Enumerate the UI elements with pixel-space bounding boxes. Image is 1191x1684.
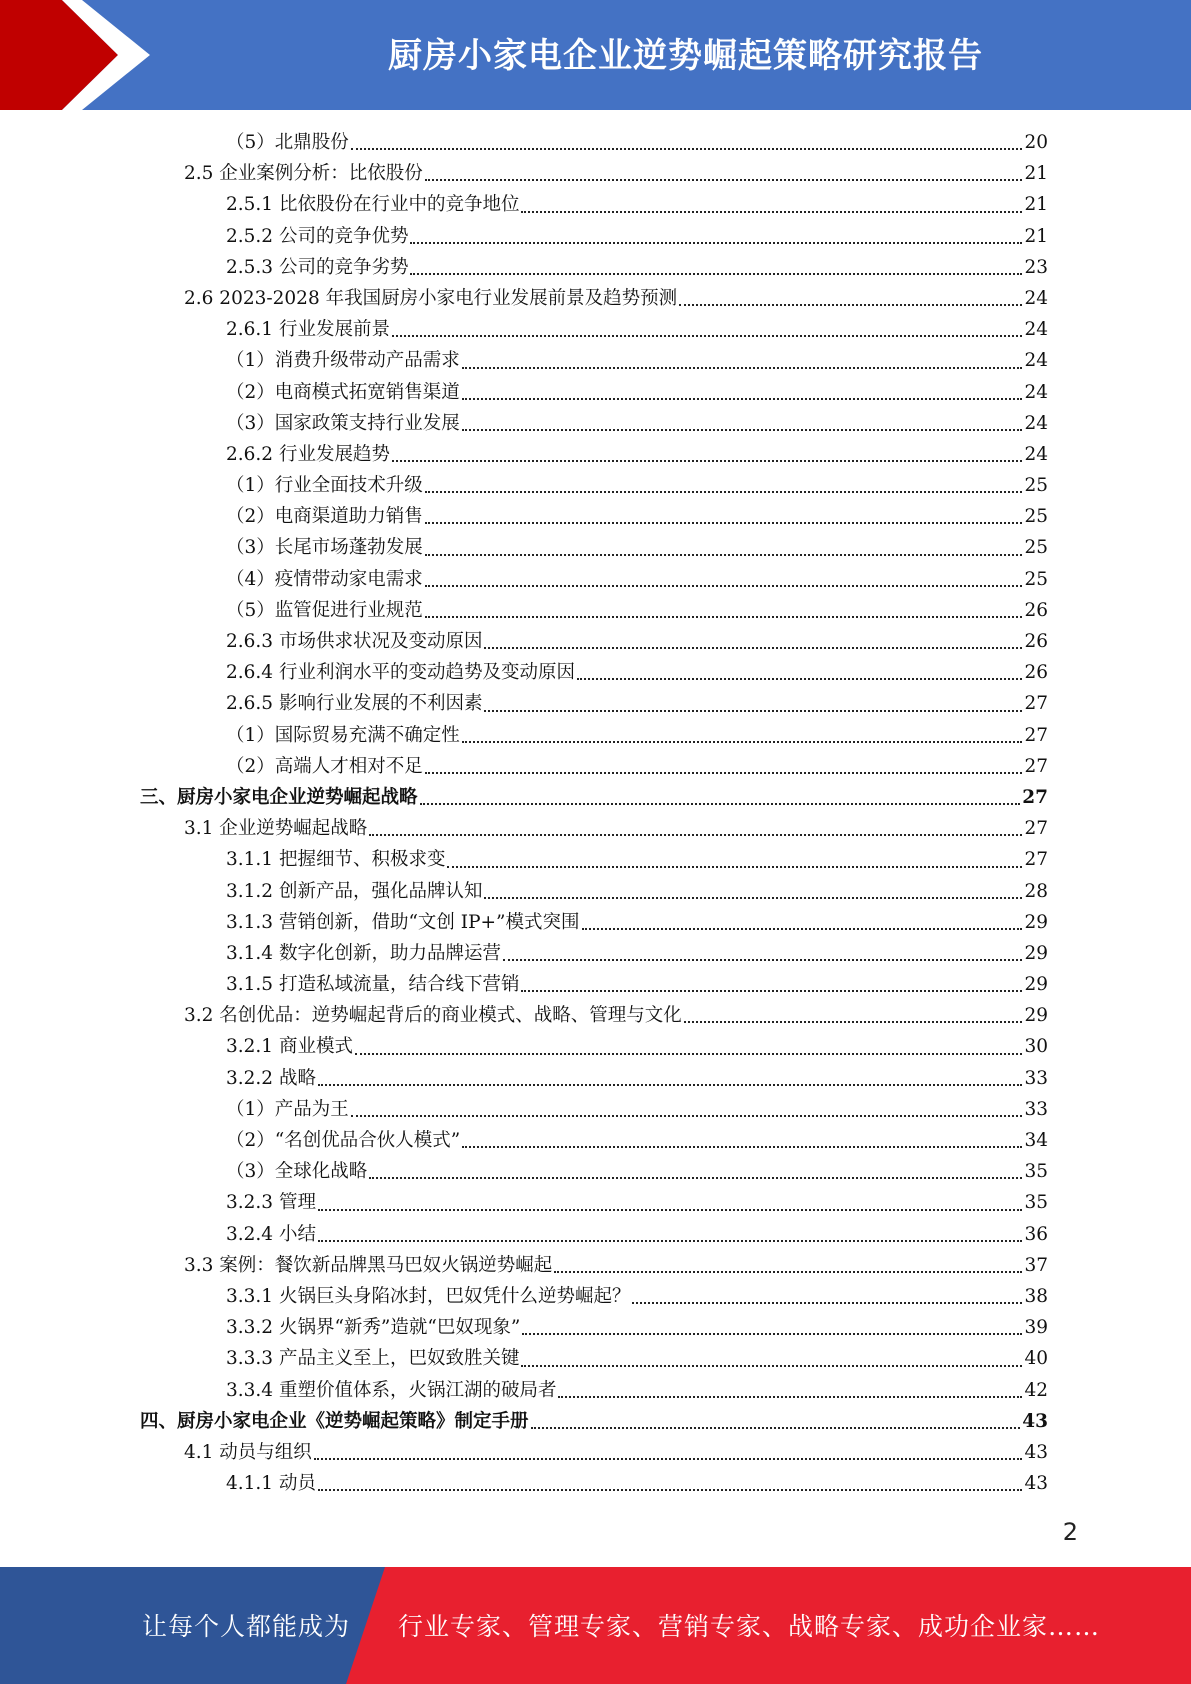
toc-entry-label: 2.5.1 比依股份在行业中的竞争地位 (226, 194, 520, 216)
toc-dot-leader (684, 1021, 1023, 1023)
toc-entry-page: 24 (1024, 412, 1048, 434)
toc-entry-label: 3.3.2 火锅界“新秀”造就“巴奴现象” (226, 1317, 521, 1339)
toc-entry-page: 26 (1024, 662, 1048, 684)
toc-dot-leader (462, 367, 1023, 369)
toc-entry[interactable] (140, 127, 1048, 158)
toc-entry-label: （5）监管促进行业规范 (226, 599, 423, 621)
report-title: 厨房小家电企业逆势崛起策略研究报告 (388, 36, 983, 76)
toc-entry-page: 33 (1024, 1067, 1048, 1089)
toc-entry-label: 3.1.4 数字化创新，助力品牌运营 (226, 942, 501, 964)
toc-entry-label: （2）电商渠道助力销售 (226, 506, 423, 528)
toc-entry-page: 20 (1024, 132, 1048, 153)
toc-dot-leader (503, 959, 1022, 961)
toc-dot-leader (484, 647, 1022, 649)
toc-entry[interactable] (140, 408, 1048, 439)
toc-dot-leader (679, 304, 1022, 306)
toc-entry-page: 37 (1024, 1254, 1048, 1276)
toc-entry[interactable] (140, 158, 1048, 189)
toc-entry[interactable] (140, 1094, 1048, 1125)
toc-entry-page: 25 (1024, 537, 1048, 559)
toc-entry-label: （3）全球化战略 (226, 1161, 368, 1183)
toc-dot-leader (558, 1396, 1022, 1398)
toc-entry[interactable] (140, 377, 1048, 408)
toc-entry-page: 35 (1024, 1192, 1048, 1214)
toc-dot-leader (318, 1084, 1023, 1086)
toc-entry-page: 29 (1024, 911, 1048, 933)
toc-dot-leader (369, 1177, 1022, 1179)
toc-entry-page: 27 (1024, 849, 1048, 871)
toc-entry-page: 21 (1024, 225, 1048, 247)
toc-entry-label: 2.5.3 公司的竞争劣势 (226, 256, 409, 278)
toc-entry-page: 25 (1024, 475, 1048, 497)
toc-entry[interactable] (140, 1375, 1048, 1406)
toc-entry-label: 3.3.1 火锅巨头身陷冰封，巴奴凭什么逆势崛起？ (226, 1285, 631, 1307)
toc-entry-page: 21 (1024, 194, 1048, 216)
toc-entry-page: 24 (1024, 350, 1048, 372)
toc-dot-leader (531, 1427, 1021, 1429)
toc-entry[interactable] (140, 470, 1048, 501)
toc-entry[interactable] (140, 969, 1048, 1000)
page-number: 2 (1062, 1518, 1078, 1546)
toc-entry-page: 30 (1024, 1036, 1048, 1058)
toc-dot-leader (484, 710, 1022, 712)
toc-entry-label: 3.1.2 创新产品，强化品牌认知 (226, 880, 483, 902)
toc-dot-leader (522, 1333, 1022, 1335)
toc-entry[interactable] (140, 1031, 1048, 1062)
toc-entry-label: 3.2 名创优品：逆势崛起背后的商业模式、战略、管理与文化 (184, 1005, 682, 1027)
toc-entry-label: 3.2.1 商业模式 (226, 1036, 353, 1058)
toc-entry-label: 3.1.5 打造私域流量，结合线下营销 (226, 974, 520, 996)
toc-entry-label: 2.5.2 公司的竞争优势 (226, 225, 409, 247)
toc-entry[interactable] (140, 1125, 1048, 1156)
toc-dot-leader (425, 772, 1023, 774)
toc-entry-page: 23 (1024, 256, 1048, 278)
toc-entry[interactable] (140, 720, 1048, 751)
toc-dot-leader (351, 1115, 1023, 1117)
toc-entry-label: （1）消费升级带动产品需求 (226, 350, 460, 372)
toc-entry-page: 24 (1024, 381, 1048, 403)
toc-entry[interactable] (140, 1000, 1048, 1031)
toc-entry-label: （4）疫情带动家电需求 (226, 568, 423, 590)
toc-entry[interactable] (140, 283, 1048, 314)
toc-entry-label: 3.2.2 战略 (226, 1067, 316, 1089)
toc-dot-leader (462, 1146, 1022, 1148)
toc-entry-page: 43 (1024, 1473, 1048, 1495)
toc-dot-leader (425, 179, 1023, 181)
toc-entry[interactable] (140, 688, 1048, 719)
toc-dot-leader (425, 585, 1023, 587)
toc-entry-label: 2.6.2 行业发展趋势 (226, 443, 390, 465)
toc-entry[interactable] (140, 1281, 1048, 1312)
toc-entry-page: 40 (1024, 1348, 1048, 1370)
toc-entry[interactable] (140, 345, 1048, 376)
toc-entry-label: 2.6.5 影响行业发展的不利因素 (226, 693, 483, 715)
toc-dot-leader (351, 148, 1023, 150)
toc-entry[interactable] (140, 938, 1048, 969)
toc-entry-page: 43 (1024, 1441, 1048, 1463)
toc-entry[interactable] (140, 532, 1048, 563)
toc-entry[interactable] (140, 1437, 1048, 1468)
toc-entry-label: 4.1.1 动员 (226, 1473, 316, 1495)
toc-entry[interactable] (140, 1406, 1048, 1437)
toc-entry[interactable] (140, 501, 1048, 532)
toc-entry-label: （5）北鼎股份 (226, 132, 349, 153)
toc-entry-label: （2）高端人才相对不足 (226, 755, 423, 777)
toc-entry-page: 36 (1024, 1223, 1048, 1245)
toc-entry[interactable] (140, 782, 1048, 813)
toc-entry[interactable] (140, 314, 1048, 345)
toc-entry-label: （1）行业全面技术升级 (226, 475, 423, 497)
toc-dot-leader (318, 1240, 1023, 1242)
toc-entry[interactable] (140, 595, 1048, 626)
toc-entry-page: 27 (1024, 693, 1048, 715)
toc-entry-page: 38 (1024, 1285, 1048, 1307)
toc-dot-leader (484, 897, 1022, 899)
toc-entry-label: （1）产品为王 (226, 1098, 349, 1120)
toc-entry-page: 27 (1024, 755, 1048, 777)
toc-entry-label: （3）国家政策支持行业发展 (226, 412, 460, 434)
toc-entry-page: 27 (1024, 724, 1048, 746)
toc-entry-label: 2.6.1 行业发展前景 (226, 319, 390, 341)
toc-entry-label: （3）长尾市场蓬勃发展 (226, 537, 423, 559)
toc-entry[interactable] (140, 626, 1048, 657)
toc-entry-label: 3.3.3 产品主义至上，巴奴致胜关键 (226, 1348, 520, 1370)
toc-entry-page: 28 (1024, 880, 1048, 902)
toc-dot-leader (425, 522, 1023, 524)
table-of-contents (140, 127, 1048, 1499)
toc-entry[interactable] (140, 1187, 1048, 1218)
toc-dot-leader (392, 460, 1022, 462)
toc-dot-leader (314, 1458, 1023, 1460)
toc-entry-page: 26 (1024, 599, 1048, 621)
footer-slogan-left: 让每个人都能成为 (142, 1612, 351, 1641)
toc-dot-leader (425, 554, 1023, 556)
toc-entry-label: 3.2.4 小结 (226, 1223, 316, 1245)
toc-dot-leader (410, 273, 1022, 275)
toc-entry[interactable] (140, 657, 1048, 688)
toc-entry-label: 2.6.4 行业利润水平的变动趋势及变动原因 (226, 662, 575, 684)
toc-dot-leader (582, 928, 1023, 930)
toc-entry[interactable] (140, 844, 1048, 875)
toc-dot-leader (425, 616, 1023, 618)
toc-entry[interactable] (140, 1250, 1048, 1281)
toc-dot-leader (462, 429, 1023, 431)
toc-dot-leader (355, 1053, 1023, 1055)
toc-dot-leader (521, 211, 1022, 213)
toc-dot-leader (577, 678, 1022, 680)
toc-dot-leader (521, 1365, 1022, 1367)
toc-entry-page: 29 (1024, 942, 1048, 964)
toc-entry-label: （2）“名创优品合伙人模式” (226, 1130, 461, 1151)
toc-entry-page: 27 (1022, 786, 1048, 808)
toc-entry-label: 3.1.1 把握细节、积极求变 (226, 849, 446, 871)
toc-entry-page: 24 (1024, 443, 1048, 465)
toc-entry-page: 42 (1024, 1379, 1048, 1401)
toc-entry[interactable] (140, 1063, 1048, 1094)
toc-entry-label: （1）国际贸易充满不确定性 (226, 724, 460, 746)
toc-entry-label: 2.6 2023-2028 年我国厨房小家电行业发展前景及趋势预测 (184, 287, 678, 309)
toc-dot-leader (521, 990, 1022, 992)
toc-entry[interactable] (140, 189, 1048, 220)
toc-dot-leader (447, 866, 1022, 868)
toc-entry[interactable] (140, 876, 1048, 907)
toc-entry[interactable] (140, 1312, 1048, 1343)
toc-entry[interactable] (140, 1343, 1048, 1374)
toc-entry[interactable] (140, 564, 1048, 595)
toc-entry[interactable] (140, 1468, 1048, 1499)
toc-entry-page: 25 (1024, 568, 1048, 590)
toc-entry-page: 29 (1024, 974, 1048, 996)
page-footer (0, 1567, 1191, 1684)
toc-entry[interactable] (140, 1156, 1048, 1187)
toc-entry-label: 四、厨房小家电企业《逆势崛起策略》制定手册 (140, 1410, 529, 1432)
toc-entry[interactable] (140, 907, 1048, 938)
toc-dot-leader (632, 1302, 1022, 1304)
toc-entry[interactable] (140, 221, 1048, 252)
toc-entry[interactable] (140, 1219, 1048, 1250)
toc-entry-page: 24 (1024, 319, 1048, 341)
toc-entry-page: 26 (1024, 631, 1048, 652)
toc-dot-leader (410, 242, 1022, 244)
toc-entry-page: 39 (1024, 1317, 1048, 1339)
footer-slogan-right: 行业专家、管理专家、营销专家、战略专家、成功企业家…… (398, 1612, 1101, 1641)
toc-entry-label: 3.1 企业逆势崛起战略 (184, 818, 368, 840)
toc-entry[interactable] (140, 813, 1048, 844)
toc-dot-leader (425, 491, 1023, 493)
toc-entry-page: 27 (1024, 818, 1048, 840)
toc-dot-leader (462, 741, 1023, 743)
toc-entry[interactable] (140, 751, 1048, 782)
toc-dot-leader (392, 335, 1022, 337)
toc-entry-label: 3.3.4 重塑价值体系，火锅江湖的破局者 (226, 1379, 557, 1401)
toc-entry-page: 21 (1024, 163, 1048, 185)
toc-entry-page: 43 (1022, 1410, 1048, 1432)
toc-entry-page: 34 (1024, 1130, 1048, 1151)
toc-entry-label: 3.3 案例：餐饮新品牌黑马巴奴火锅逆势崛起 (184, 1254, 553, 1276)
toc-entry-label: 4.1 动员与组织 (184, 1441, 312, 1463)
toc-entry-page: 35 (1024, 1161, 1048, 1183)
toc-entry-label: 2.6.3 市场供求状况及变动原因 (226, 631, 483, 652)
toc-dot-leader (318, 1209, 1023, 1211)
toc-entry-page: 29 (1024, 1005, 1048, 1027)
toc-entry-label: 3.2.3 管理 (226, 1192, 316, 1214)
toc-entry[interactable] (140, 252, 1048, 283)
toc-entry[interactable] (140, 439, 1048, 470)
toc-dot-leader (420, 803, 1021, 805)
toc-entry-page: 25 (1024, 506, 1048, 528)
toc-dot-leader (318, 1489, 1023, 1491)
toc-entry-label: 3.1.3 营销创新，借助“文创 IP+”模式突围 (226, 911, 580, 933)
toc-dot-leader (462, 398, 1023, 400)
toc-entry-page: 24 (1024, 287, 1048, 309)
toc-entry-label: 三、厨房小家电企业逆势崛起战略 (140, 786, 418, 808)
toc-entry-label: 2.5 企业案例分析：比依股份 (184, 163, 423, 185)
toc-entry-page: 33 (1024, 1098, 1048, 1120)
toc-dot-leader (369, 834, 1022, 836)
toc-dot-leader (554, 1271, 1022, 1273)
page-header (0, 0, 1191, 110)
toc-entry-label: （2）电商模式拓宽销售渠道 (226, 381, 460, 403)
